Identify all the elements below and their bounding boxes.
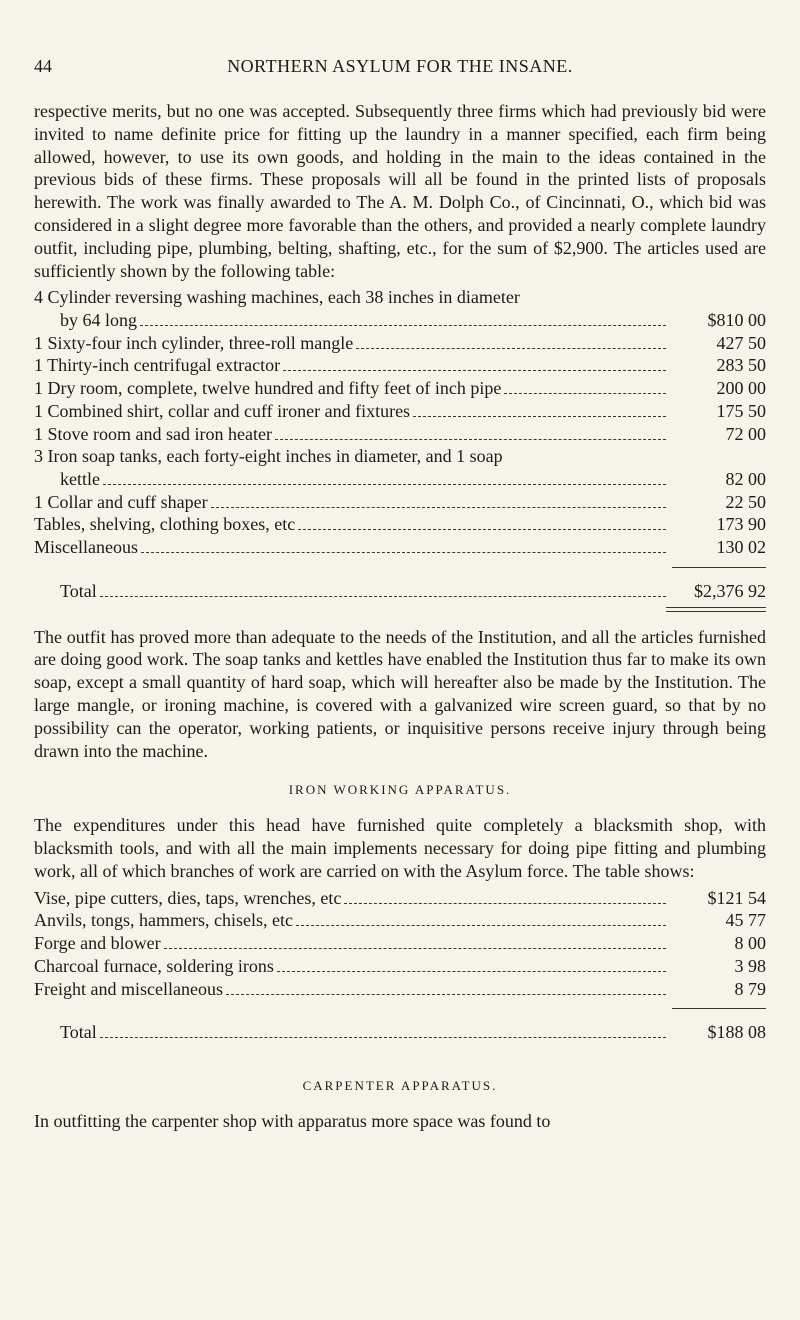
iron-item-1-amount: $121 54 xyxy=(707,887,766,908)
laundry-item-2-amount: 427 50 xyxy=(716,332,766,353)
table-row xyxy=(34,536,766,559)
sum-rule xyxy=(672,1008,766,1009)
laundry-total-label: Total xyxy=(60,580,97,601)
dot-leader xyxy=(298,529,666,530)
table-row xyxy=(34,309,766,332)
laundry-item-3-amount: 283 50 xyxy=(716,355,766,376)
laundry-item-1-continuation: by 64 long xyxy=(60,310,138,331)
dot-leader xyxy=(103,484,666,485)
sum-rule xyxy=(672,567,766,568)
page-number: 44 xyxy=(34,56,52,76)
carpenter-paragraph: In outfitting the carpenter shop with apparatus more space was found to xyxy=(34,1110,551,1131)
laundry-item-5: 1 Combined shirt, collar and cuff ironer and fixtures xyxy=(34,400,411,421)
table-row xyxy=(34,978,766,1001)
running-head: NORTHERN ASYLUM FOR THE INSANE. xyxy=(227,56,573,76)
table-row xyxy=(34,423,766,446)
table-row xyxy=(34,354,766,377)
iron-paragraph: The expenditures under this head have furnished quite completely a blacksmith shop, with blacksmith tools, and with all the main implements necessary for doing pipe fitting and plumbing work, all of which branches of work are carried on with the Asylum force. The table shows: xyxy=(34,815,766,881)
laundry-item-6-amount: 72 00 xyxy=(725,423,766,444)
laundry-item-7-first-line: 3 Iron soap tanks, each forty-eight inches in diameter, and 1 soap xyxy=(34,446,503,467)
laundry-item-1-first-line: 4 Cylinder reversing washing machines, each 38 inches in diameter xyxy=(34,287,520,308)
table-row xyxy=(34,400,766,423)
intro-paragraph: respective merits, but no one was accepted. Subsequently three firms which had previously bid were invited to name definite price for fitting up the laundry in a manner specified, each firm being allowed, however, to use its own goods, and holding in the main to the ideas contained in the previous bids of these firms. These proposals will all be found in the printed lists of proposals herewith. The work was finally awarded to The A. M. Dolph Co., of Cincinnati, O., which bid was considered in a slight degree more favorable than the others, and provided a nearly complete laundry outfit, including pipe, plumbing, belting, shafting, etc., for the sum of $2,900. The articles used are sufficiently shown by the following table: xyxy=(34,101,766,281)
laundry-item-10: Miscellaneous xyxy=(34,537,138,558)
laundry-item-5-amount: 175 50 xyxy=(716,400,766,421)
iron-item-2: Anvils, tongs, hammers, chisels, etc xyxy=(34,910,293,931)
table-row xyxy=(34,932,766,955)
laundry-item-7-amount: 82 00 xyxy=(725,469,766,489)
table-row xyxy=(34,377,766,400)
dot-leader xyxy=(164,948,666,949)
dot-leader xyxy=(141,552,666,553)
dot-leader xyxy=(211,507,666,508)
table-row xyxy=(34,513,766,536)
iron-working-heading: IRON WORKING APPARATUS. xyxy=(288,782,512,798)
dot-leader xyxy=(356,348,666,349)
laundry-item-2: 1 Sixty-four inch cylinder, three-roll mangle xyxy=(34,332,354,353)
iron-item-3-amount: 8 00 xyxy=(734,933,766,954)
table-row xyxy=(34,491,766,514)
page-body xyxy=(34,100,766,1133)
carpenter-heading: CARPENTER APPARATUS. xyxy=(302,1077,498,1093)
total-row xyxy=(34,1021,766,1044)
iron-item-4: Charcoal furnace, soldering irons xyxy=(34,955,274,976)
laundry-item-7-continuation: kettle xyxy=(60,469,100,489)
iron-item-4-amount: 3 98 xyxy=(734,955,766,976)
laundry-item-6: 1 Stove room and sad iron heater xyxy=(34,423,272,444)
iron-total-amount: $188 08 xyxy=(707,1022,766,1043)
iron-cost-table xyxy=(34,887,766,1044)
dot-leader xyxy=(275,439,666,440)
iron-total-label: Total xyxy=(60,1022,97,1043)
iron-item-5-amount: 8 79 xyxy=(734,978,766,999)
iron-item-2-amount: 45 77 xyxy=(725,910,766,931)
dot-leader xyxy=(296,925,666,926)
table-row xyxy=(34,909,766,932)
table-row xyxy=(34,887,766,910)
outfit-paragraph: The outfit has proved more than adequate to the needs of the Institution, and all the articles furnished are doing good work. The soap tanks and kettles have enabled the Institution thus far to make its own soap, except a small quantity of hard soap, which will hereafter also be made by the Institution. The large mangle, or ironing machine, is covered with a galvanized wire screen guard, so that by no possibility can the operator, working patients, or inquisitive persons receive injury through being drawn into the machine. xyxy=(34,626,766,761)
table-row xyxy=(34,332,766,355)
laundry-item-9-amount: 173 90 xyxy=(716,514,766,535)
laundry-item-3: 1 Thirty-inch centrifugal extractor xyxy=(34,355,281,376)
laundry-cost-table xyxy=(34,286,766,611)
table-row xyxy=(34,468,766,491)
dot-leader xyxy=(413,416,666,417)
laundry-item-8: 1 Collar and cuff shaper xyxy=(34,491,208,512)
dot-leader xyxy=(140,325,666,326)
iron-item-1: Vise, pipe cutters, dies, taps, wrenches, etc xyxy=(34,887,342,908)
laundry-item-1-amount: $810 00 xyxy=(707,310,766,331)
laundry-item-4: 1 Dry room, complete, twelve hundred and fifty feet of inch pipe xyxy=(34,378,502,399)
page-header xyxy=(34,56,766,82)
iron-item-5: Freight and miscellaneous xyxy=(34,978,223,999)
laundry-item-4-amount: 200 00 xyxy=(716,378,766,399)
dot-leader xyxy=(226,994,666,995)
laundry-item-10-amount: 130 02 xyxy=(716,537,766,558)
laundry-total-amount: $2,376 92 xyxy=(694,580,766,601)
dot-leader xyxy=(283,370,666,371)
dot-leader xyxy=(100,1037,666,1038)
laundry-item-8-amount: 22 50 xyxy=(725,491,766,512)
iron-item-3: Forge and blower xyxy=(34,933,161,954)
dot-leader xyxy=(504,393,666,394)
laundry-item-9: Tables, shelving, clothing boxes, etc xyxy=(34,514,296,535)
dot-leader xyxy=(344,903,666,904)
dot-leader xyxy=(100,596,666,597)
table-row xyxy=(34,955,766,978)
dot-leader xyxy=(277,971,666,972)
total-row xyxy=(34,580,766,603)
